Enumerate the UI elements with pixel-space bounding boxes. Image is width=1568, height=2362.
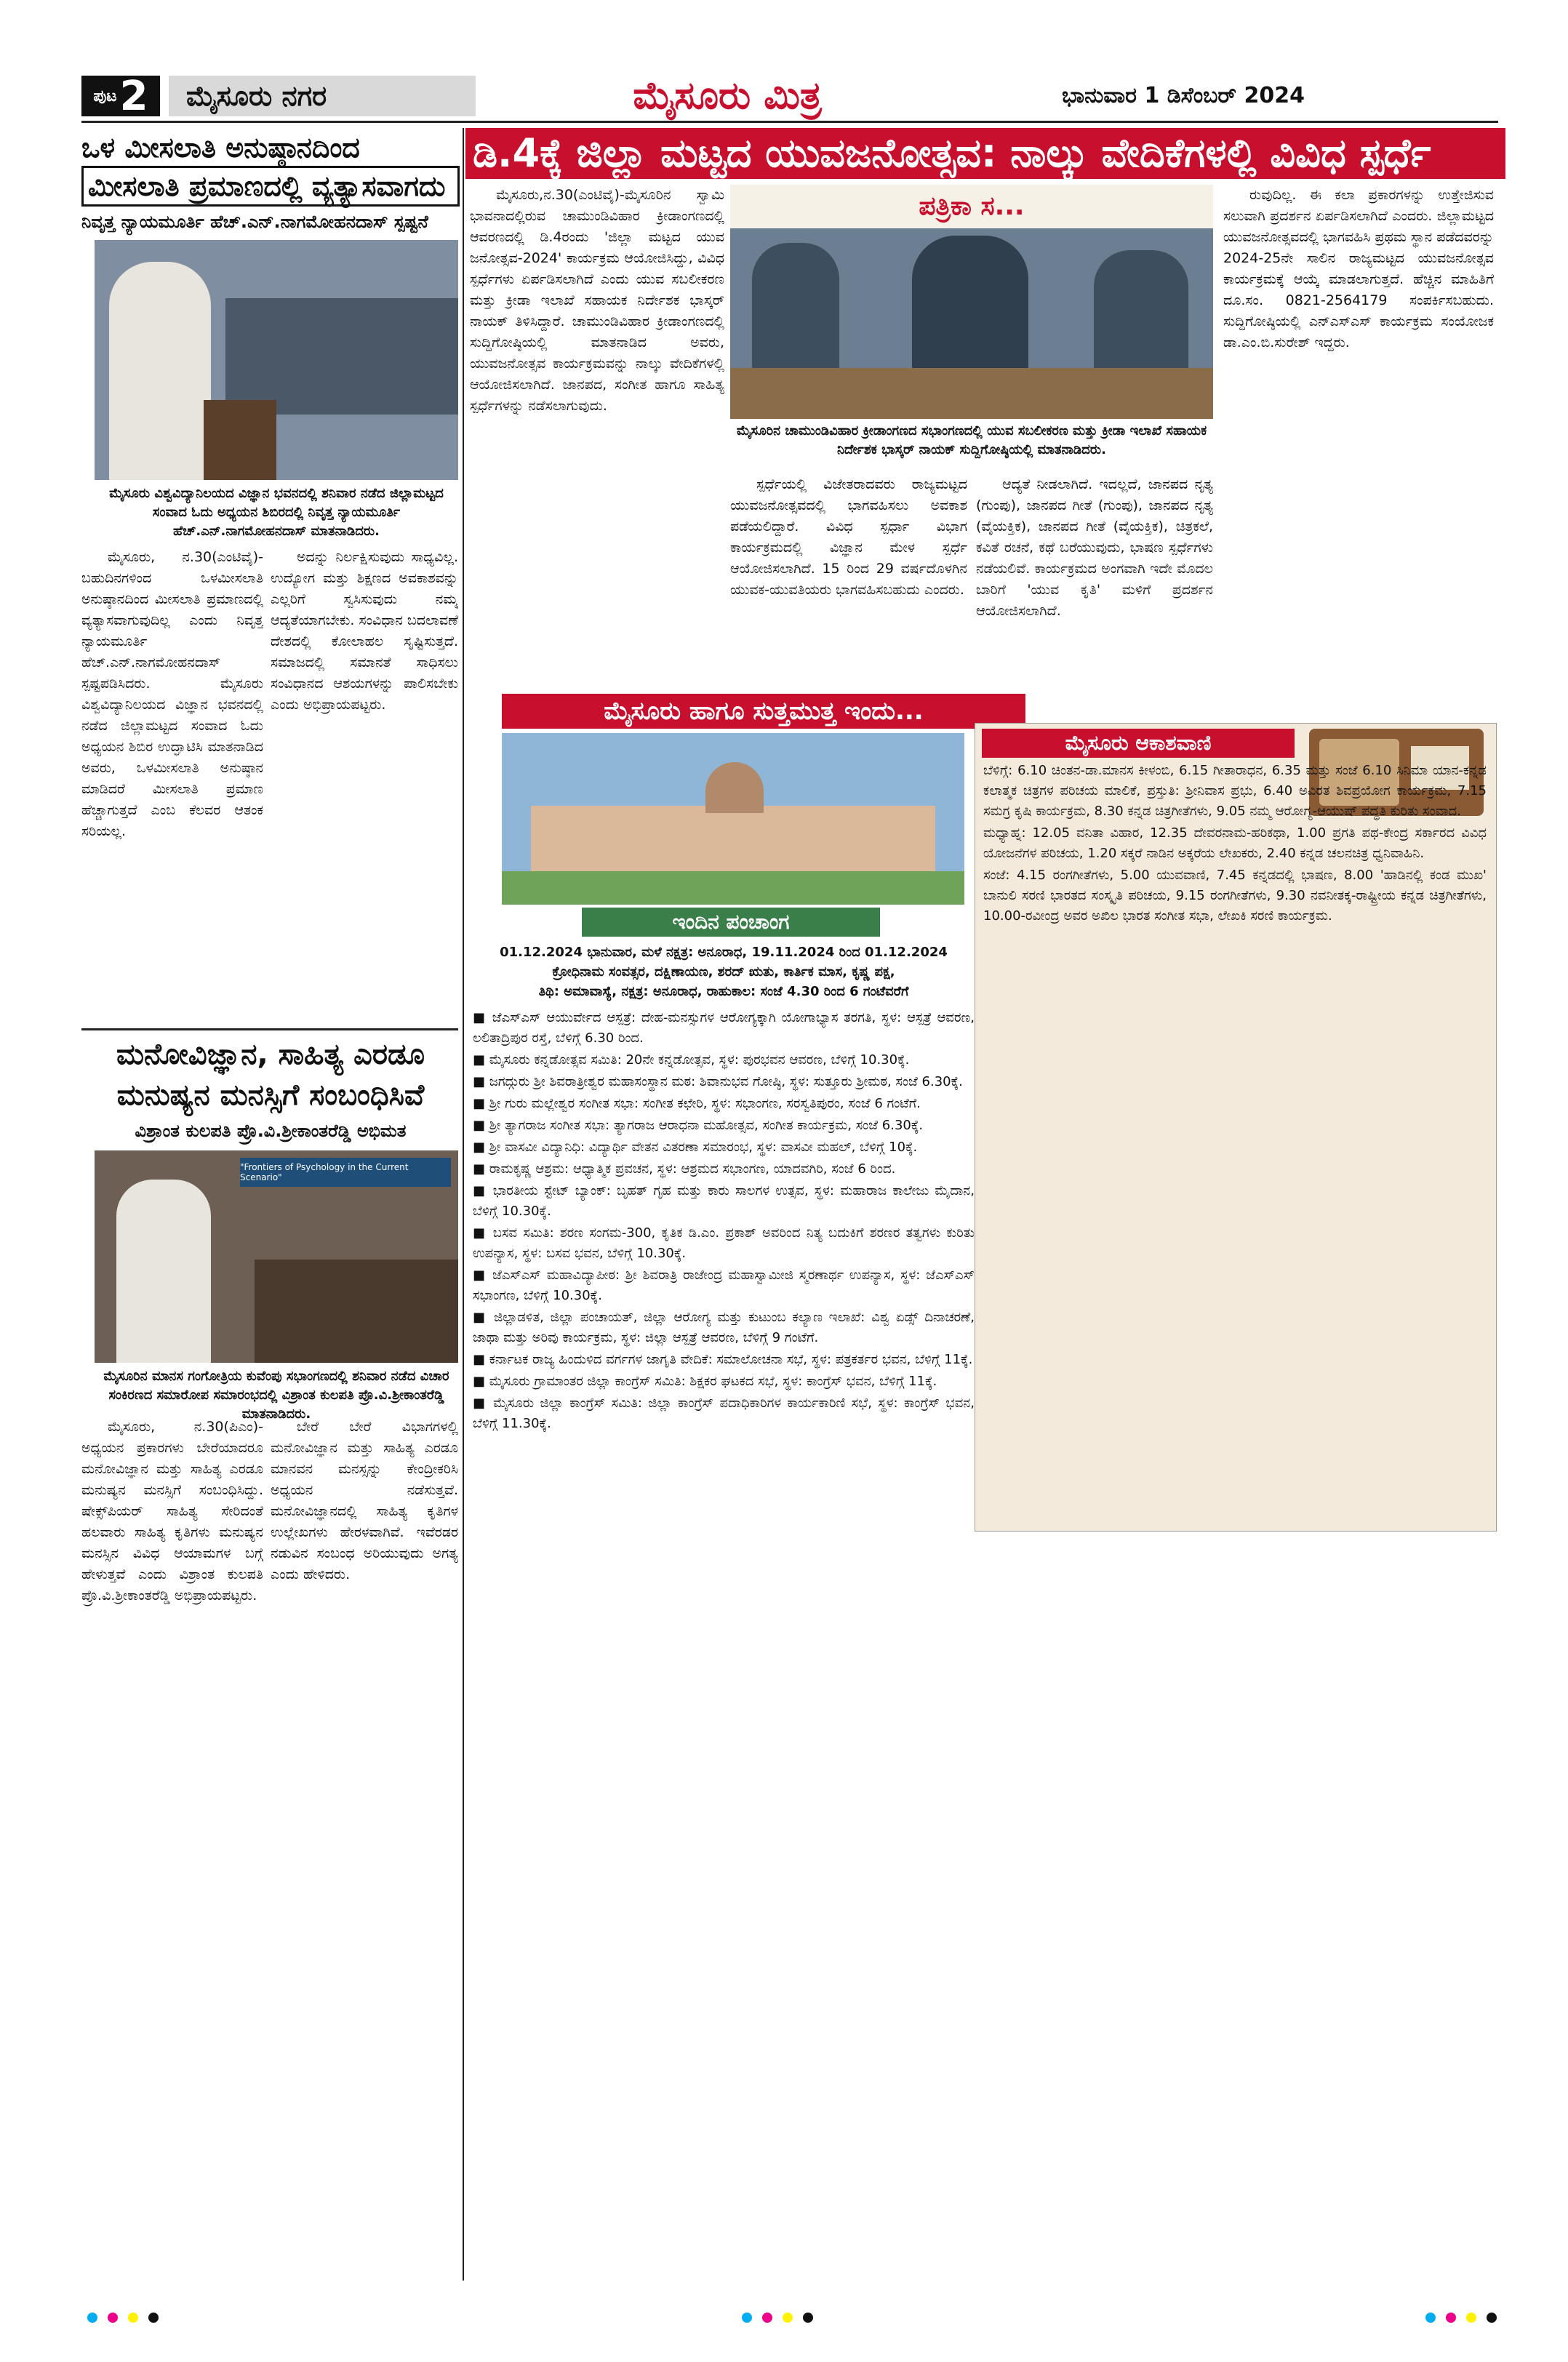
events-list [473, 1008, 975, 2281]
palace-photo [502, 733, 964, 905]
panchanga-title: ಇಂದಿನ ಪಂಚಾಂಗ [582, 908, 880, 937]
story1-headline: ಒಳ ಮೀಸಲಾತಿ ಅನುಷ್ಠಾನದಿಂದ ಮೀಸಲಾತಿ ಪ್ರಮಾಣದಲ್ಲಿ ವ್ಯತ್ಯಾಸವಾಗದು [81, 129, 460, 207]
palace-dome [705, 762, 764, 813]
story1-photo-caption: ಮೈಸೂರು ವಿಶ್ವವಿದ್ಯಾನಿಲಯದ ವಿಜ್ಞಾನ ಭವನದಲ್ಲಿ ಶನಿವಾರ ನಡೆದ ಜಿಲ್ಲಾಮಟ್ಟದ ಸಂವಾದ ಓದು ಅಧ್ಯಯನ ಶಿಬಿರದಲ್ಲಿ ನಿವೃತ್ತ ನ್ಯಾಯಮೂರ್ತಿ ಹೆಚ್.ಎನ್.ನಾಗಮೋಹನದಾಸ್ ಮಾತನಾಡಿದರು. [109, 486, 444, 539]
podium [204, 400, 276, 480]
lead-column-1: ಮೈಸೂರು,ನ.30(ಎಂಟಿವೈ)-ಮೈಸೂರಿನ ಸ್ವಾಮಿ ಭಾವನಾದಲ್ಲಿರುವ ಚಾಮುಂಡಿವಿಹಾರ ಕ್ರೀಡಾಂಗಣದಲ್ಲಿ ಆವರಣದಲ್ಲಿ ಡಿ.4ರಂದು 'ಜಿಲ್ಲಾ ಮಟ್ಟದ ಯುವ ಜನೋತ್ಸವ-2024' ಕಾರ್ಯಕ್ರಮ ಆಯೋಜಿಸಿದ್ದು, ವಿವಿಧ ಸ್ಪರ್ಧೆಗಳು ಏರ್ಪಡಿಸಲಾಗಿದೆ ಎಂದು ಯುವ ಸಬಲೀಕರಣ ಮತ್ತು ಕ್ರೀಡಾ ಇಲಾಖೆ ಸಹಾಯಕ ನಿರ್ದೇಶಕ ಭಾಸ್ಕರ್ ನಾಯಕ್ ತಿಳಿಸಿದ್ದಾರೆ. ಚಾಮುಂಡಿವಿಹಾರ ಕ್ರೀಡಾಂಗಣದಲ್ಲಿ ಸುದ್ದಿಗೋಷ್ಠಿಯಲ್ಲಿ ಮಾತನಾಡಿದ ಅವರು, ಯುವಜನೋತ್ಸವ ಕಾರ್ಯಕ್ರಮವನ್ನು ನಾಲ್ಕು ವೇದಿಕೆಗಳಲ್ಲಿ ಆಯೋಜಿಸಲಾಗಿದೆ. ಜಾನಪದ, ಸಂಗೀತ ಹಾಗೂ ಸಾಹಿತ್ಯ ಸ್ಪರ್ಧೆಗಳನ್ನು ನಡೆಸಲಾಗುವುದು. [470, 187, 724, 414]
panchanga-details: 01.12.2024 ಭಾನುವಾರ, ಮಳೆ ನಕ್ಷತ್ರ: ಅನೂರಾಧ, 19.11.2024 ರಿಂದ 01.12.2024 ಕ್ರೋಧಿನಾಮ ಸಂವತ್ಸರ, ದಕ್ಷಿಣಾಯಣ, ಶರದ್ ಋತು, ಕಾರ್ತಿಕ ಮಾಸ, ಕೃಷ್ಣ ಪಕ್ಷ, ತಿಥಿ: ಅಮಾವಾಸ್ಯೆ, ನಕ್ಷತ್ರ: ಅನೂರಾಧ, ರಾಹುಕಾಲ: ಸಂಜೆ 4.30 ರಿಂದ 6 ಗಂಟೆವರೆಗೆ [500, 945, 948, 999]
table [730, 368, 1213, 419]
event-item: ■ ಜಗದ್ಗುರು ಶ್ರೀ ಶಿವರಾತ್ರೀಶ್ವರ ಮಹಾಸಂಸ್ಥಾನ ಮಠ: ಶಿವಾನುಭವ ಗೋಷ್ಠಿ, ಸ್ಥಳ: ಸುತ್ತೂರು ಶ್ರೀಮಠ, ಸಂಜೆ 6.30ಕ್ಕೆ. [473, 1074, 963, 1089]
story1-subhead: ನಿವೃತ್ತ ನ್ಯಾಯಮೂರ್ತಿ ಹೆಚ್.ಎನ್.ನಾಗಮೋಹನದಾಸ್ ಸ್ಪಷ್ಟನೆ [81, 212, 428, 232]
story-divider [81, 1028, 458, 1030]
story2-subhead: ವಿಶ್ರಾಂತ ಕುಲಪತಿ ಪ್ರೊ.ವಿ.ಶ್ರೀಕಾಂತರೆಡ್ಡಿ ಅಭಿಮತ [135, 1121, 407, 1141]
lead-photo-banner: ಪತ್ರಿಕಾ ಸ... [730, 185, 1213, 228]
event-item: ■ ಜೆಎಸ್‌ಎಸ್ ಮಹಾವಿದ್ಯಾಪೀಠ: ಶ್ರೀ ಶಿವರಾತ್ರಿ ರಾಜೇಂದ್ರ ಮಹಾಸ್ವಾಮೀಜಿ ಸ್ಮರಣಾರ್ಥ ಉಪನ್ಯಾಸ, ಸ್ಥಳ: ಜೆಎಸ್‌ಎಸ್ ಸಭಾಂಗಣ, ಬೆಳಿಗ್ಗೆ 10.30ಕ್ಕೆ. [473, 1268, 975, 1303]
radio-box-title: ಮೈಸೂರು ಆಕಾಶವಾಣಿ [982, 729, 1295, 758]
story1-column-2: ಅದನ್ನು ನಿರ್ಲಕ್ಷಿಸುವುದು ಸಾಧ್ಯವಿಲ್ಲ. ಉದ್ಯೋಗ ಮತ್ತು ಶಿಕ್ಷಣದ ಅವಕಾಶವನ್ನು ಎಲ್ಲರಿಗೆ ಸ್ವಸಿಸುವುದು ನಮ್ಮ ಆದ್ಯತೆಯಾಗಬೇಕು. ಸಂವಿಧಾನ ಬದಲಾವಣೆ ದೇಶದಲ್ಲಿ ಕೋಲಾಹಲ ಸೃಷ್ಟಿಸುತ್ತದೆ. ಸಮಾಜದಲ್ಲಿ ಸಮಾನತೆ ಸಾಧಿಸಲು ಸಂವಿಧಾನದ ಆಶಯಗಳನ್ನು ಪಾಲಿಸಬೇಕು ಎಂದು ಅಭಿಪ್ರಾಯಪಟ್ಟರು. [271, 549, 458, 713]
speaker-silhouette [109, 262, 211, 480]
event-item: ■ ಮೈಸೂರು ಗ್ರಾಮಾಂತರ ಜಿಲ್ಲಾ ಕಾಂಗ್ರೆಸ್ ಸಮಿತಿ: ಶಿಕ್ಷಕರ ಘಟಕದ ಸಭೆ, ಸ್ಥಳ: ಕಾಂಗ್ರೆಸ್ ಭವನ, ಬೆಳಿಗ್ಗೆ 11ಕ್ಕೆ. [473, 1374, 937, 1389]
lead-headline: ಡಿ.4ಕ್ಕೆ ಜಿಲ್ಲಾ ಮಟ್ಟದ ಯುವಜನೋತ್ಸವ: ನಾಲ್ಕು ವೇದಿಕೆಗಳಲ್ಲಿ ವಿವಿಧ ಸ್ಪರ್ಧೆ [465, 128, 1505, 179]
event-item: ■ ಶ್ರೀ ತ್ಯಾಗರಾಜ ಸಂಗೀತ ಸಭಾ: ತ್ಯಾಗರಾಜ ಆರಾಧನಾ ಮಹೋತ್ಸವ, ಸಂಗೀತ ಕಾರ್ಯಕ್ರಮ, ಸಂಜೆ 6.30ಕ್ಕೆ. [473, 1118, 924, 1133]
page-number: 2 [119, 72, 148, 120]
page-label: ಪುಟ [93, 87, 117, 105]
header-rule [81, 121, 1498, 123]
story2-photo [95, 1150, 458, 1363]
story2-photo-banner: "Frontiers of Psychology in the Current Scenario" [240, 1158, 451, 1187]
dais [255, 1260, 458, 1363]
story2-photo-caption: ಮೈಸೂರಿನ ಮಾನಸ ಗಂಗೋತ್ರಿಯ ಕುವೆಂಪು ಸಭಾಂಗಣದಲ್ಲಿ ಶನಿವಾರ ನಡೆದ ವಿಚಾರ ಸಂಕಿರಣದ ಸಮಾರೋಪ ಸಮಾರಂಭದಲ್ಲಿ ವಿಶ್ರಾಂತ ಕುಲಪತಿ ಪ್ರೊ.ವಿ.ಶ್ರೀಕಾಂತರೆಡ್ಡಿ ಮಾತನಾಡಿದರು. [103, 1369, 449, 1422]
event-item: ■ ಬಸವ ಸಮಿತಿ: ಶರಣ ಸಂಗಮ-300, ಕೃತಿಕ ಡಿ.ಎಂ. ಪ್ರಕಾಶ್ ಅವರಿಂದ ನಿತ್ಯ ಬದುಕಿಗೆ ಶರಣರ ತತ್ವಗಳು ಕುರಿತು ಉಪನ್ಯಾಸ, ಸ್ಥಳ: ಬಸವ ಭವನ, ಬೆಳಿಗ್ಗೆ 10.30ಕ್ಕೆ. [473, 1225, 975, 1261]
events-box-title: ಮೈಸೂರು ಹಾಗೂ ಸುತ್ತಮುತ್ತ ಇಂದು... [502, 694, 1025, 729]
color-registration-marks [87, 2313, 159, 2323]
color-registration-marks [1425, 2313, 1497, 2323]
lead-column-3: ಆದ್ಯತೆ ನೀಡಲಾಗಿದೆ. ಇದಲ್ಲದೆ, ಜಾನಪದ ನೃತ್ಯ (ಗುಂಪು), ಜಾನಪದ ಗೀತೆ (ಗುಂಪು), ಜಾನಪದ ನೃತ್ಯ (ವೈಯಕ್ತಿಕ), ಜಾನಪದ ಗೀತೆ (ವೈಯಕ್ತಿಕ), ಚಿತ್ರಕಲೆ, ಕವಿತೆ ರಚನೆ, ಕಥೆ ಬರೆಯುವುದು, ಭಾಷಣ ಸ್ಪರ್ಧೆಗಳು ನಡೆಯಲಿವೆ. ಕಾರ್ಯಕ್ರಮದ ಅಂಗವಾಗಿ ಇದೇ ಮೊದಲ ಬಾರಿಗೆ 'ಯುವ ಕೃತಿ' ಮಳಿಗೆ ಪ್ರದರ್ಶನ ಆಯೋಜಿಸಲಾಗಿದೆ. [976, 476, 1213, 619]
radio-schedule-item: ಬೆಳಿಗ್ಗೆ: 6.10 ಚಿಂತನ-ಡಾ.ಮಾನಸ ಕೀಳಂಬಿ, 6.15 ಗೀತಾರಾಧನ, 6.35 ಮತ್ತು ಸಂಜೆ 6.10 ಸಿನಿಮಾ ಯಾನ-ಕನ್ನಡ ಕಲಾತ್ಮಕ ಚಿತ್ರಗಳ ಪರಿಚಯ ಮಾಲಿಕೆ, ಪ್ರಸ್ತುತಿ: ಶ್ರೀನಿವಾಸ ಪ್ರಭು, 6.40 ಅವಿರತ ಶಿವಪ್ರಯೋಗ ಕಾರ್ಯಕ್ರಮ, 7.15 ಸಮಗ್ರ ಕೃಷಿ ಕಾರ್ಯಕ್ರಮ, 8.30 ಕನ್ನಡ ಚಿತ್ರಗೀತೆಗಳು, 9.05 ನಮ್ಮ ಆರೋಗ್ಯ-ಆಯುಷ್ ಪದ್ಧತಿ ಕುರಿತು ಸಂವಾದ. [983, 763, 1487, 819]
event-item: ■ ಭಾರತೀಯ ಸ್ಟೇಟ್ ಬ್ಯಾಂಕ್: ಬೃಹತ್ ಗೃಹ ಮತ್ತು ಕಾರು ಸಾಲಗಳ ಉತ್ಸವ, ಸ್ಥಳ: ಮಹಾರಾಜ ಕಾಲೇಜು ಮೈದಾನ, ಬೆಳಿಗ್ಗೆ 10.30ಕ್ಕೆ. [473, 1183, 975, 1219]
story1-column-1: ಮೈಸೂರು, ನ.30(ಎಂಟಿವೈ)- ಬಹುದಿನಗಳಿಂದ ಒಳಮೀಸಲಾತಿ ಅನುಷ್ಠಾನದಿಂದ ಮೀಸಲಾತಿ ಪ್ರಮಾಣದಲ್ಲಿ ವ್ಯತ್ಯಾಸವಾಗುವುದಿಲ್ಲ ಎಂದು ನಿವೃತ್ತ ನ್ಯಾಯಮೂರ್ತಿ ಹೆಚ್.ಎನ್.ನಾಗಮೋಹನದಾಸ್ ಸ್ಪಷ್ಟಪಡಿಸಿದರು. ಮೈಸೂರು ವಿಶ್ವವಿದ್ಯಾನಿಲಯದ ವಿಜ್ಞಾನ ಭವನದಲ್ಲಿ ನಡೆದ ಜಿಲ್ಲಾಮಟ್ಟದ ಸಂವಾದ ಓದು ಅಧ್ಯಯನ ಶಿಬಿರ ಉದ್ಘಾಟಿಸಿ ಮಾತನಾಡಿದ ಅವರು, ಒಳಮೀಸಲಾತಿ ಅನುಷ್ಠಾನ ಮಾಡಿದರೆ ಮೀಸಲಾತಿ ಪ್ರಮಾಣ ಹೆಚ್ಚಾಗುತ್ತದೆ ಎಂಬ ಕೆಲವರ ಆತಂಕ ಸರಿಯಲ್ಲ. [81, 549, 263, 839]
lead-photo-caption: ಮೈಸೂರಿನ ಚಾಮುಂಡಿವಿಹಾರ ಕ್ರೀಡಾಂಗಣದ ಸಭಾಂಗಣದಲ್ಲಿ ಯುವ ಸಬಲೀಕರಣ ಮತ್ತು ಕ್ರೀಡಾ ಇಲಾಖೆ ಸಹಾಯಕ ನಿರ್ದೇಶಕ ಭಾಸ್ಕರ್ ನಾಯಕ್ ಸುದ್ದಿಗೋಷ್ಠಿಯಲ್ಲಿ ಮಾತನಾಡಿದರು. [736, 423, 1207, 457]
color-registration-marks [742, 2313, 813, 2323]
lead-column-4: ರುವುದಿಲ್ಲ. ಈ ಕಲಾ ಪ್ರಕಾರಗಳನ್ನು ಉತ್ತೇಜಿಸುವ ಸಲುವಾಗಿ ಪ್ರದರ್ಶನ ಏರ್ಪಡಿಸಲಾಗಿದೆ ಎಂದರು. ಜಿಲ್ಲಾಮಟ್ಟದ ಯುವಜನೋತ್ಸವದಲ್ಲಿ ಭಾಗವಹಿಸಿ ಪ್ರಥಮ ಸ್ಥಾನ ಪಡೆದವರನ್ನು 2024-25ನೇ ಸಾಲಿನ ರಾಜ್ಯಮಟ್ಟದ ಯುವಜನೋತ್ಸವ ಕಾರ್ಯಕ್ರಮಕ್ಕೆ ಆಯ್ಕೆ ಮಾಡಲಾಗುತ್ತದೆ. ಹೆಚ್ಚಿನ ಮಾಹಿತಿಗೆ ದೂ.ಸಂ. 0821-2564179 ಸಂಪರ್ಕಿಸಬಹುದು. ಸುದ್ದಿಗೋಷ್ಠಿಯಲ್ಲಿ ಎನ್‌ಎಸ್‌ಎಸ್ ಕಾರ್ಯಕ್ರಮ ಸಂಯೋಜಕ ಡಾ.ಎಂ.ಬಿ.ಸುರೇಶ್ ಇದ್ದರು. [1223, 187, 1494, 351]
speaker-silhouette [116, 1180, 211, 1363]
lead-column-2: ಸ್ಪರ್ಧೆಯಲ್ಲಿ ವಿಜೇತರಾದವರು ರಾಜ್ಯಮಟ್ಟದ ಯುವಜನೋತ್ಸವದಲ್ಲಿ ಭಾಗವಹಿಸಲು ಅವಕಾಶ ಪಡೆಯಲಿದ್ದಾರೆ. ವಿವಿಧ ಸ್ಪರ್ಧಾ ವಿಭಾಗ ಕಾರ್ಯಕ್ರಮದಲ್ಲಿ ವಿಜ್ಞಾನ ಮೇಳ ಸ್ಪರ್ಧೆ ಆಯೋಜಿಸಲಾಗಿದೆ. 15 ರಿಂದ 29 ವರ್ಷದೊಳಗಿನ ಯುವಕ-ಯುವತಿಯರು ಭಾಗವಹಿಸಬಹುದು ಎಂದರು. [730, 476, 967, 598]
radio-schedule-item: ಸಂಜೆ: 4.15 ರಂಗಗೀತೆಗಳು, 5.00 ಯುವವಾಣಿ, 7.45 ಕನ್ನಡದಲ್ಲಿ ಭಾಷಣ, 8.00 'ಹಾಡಿನಲ್ಲಿ ಕಂಡ ಮುಖ' ಬಾನುಲಿ ಸರಣಿ ಭಾರತದ ಸಂಸ್ಕೃತಿ ಪರಿಚಯ, 9.15 ರಂಗಗೀತೆಗಳು, 9.30 ನವನೀತಕ್ಕ-ರಾಷ್ಟ್ರೀಯ ಕನ್ನಡ ಚಿತ್ರಗೀತೆಗಳು, 10.00-ರವೀಂದ್ರ ಅವರ ಅಖಿಲ ಭಾರತ ಸಂಗೀತ ಸಭಾ, ಲೇಖಕಿ ಸರಣಿ ಕಾರ್ಯಕ್ರಮ. [983, 868, 1487, 924]
story2-column-2: ಬೇರೆ ಬೇರೆ ವಿಭಾಗಗಳಲ್ಲಿ ಮನೋವಿಜ್ಞಾನ ಮತ್ತು ಸಾಹಿತ್ಯ ಎರಡೂ ಮಾನವನ ಮನಸ್ಸನ್ನು ಕೇಂದ್ರೀಕರಿಸಿ ಅಧ್ಯಯನ ನಡೆಸುತ್ತವೆ. ಮನೋವಿಜ್ಞಾನದಲ್ಲಿ ಸಾಹಿತ್ಯ ಕೃತಿಗಳ ಉಲ್ಲೇಖಗಳು ಹೇರಳವಾಗಿವೆ. ಇವೆರಡರ ನಡುವಿನ ಸಂಬಂಧ ಅರಿಯುವುದು ಅಗತ್ಯ ಎಂದು ಹೇಳಿದರು. [271, 1419, 458, 1582]
event-item: ■ ಮೈಸೂರು ಕನ್ನಡೋತ್ಸವ ಸಮಿತಿ: 20ನೇ ಕನ್ನಡೋತ್ಸವ, ಸ್ಥಳ: ಪುರಭವನ ಆವರಣ, ಬೆಳಿಗ್ಗೆ 10.30ಕ್ಕೆ. [473, 1052, 910, 1068]
event-item: ■ ಶ್ರೀ ವಾಸವೀ ವಿದ್ಯಾನಿಧಿ: ವಿದ್ಯಾರ್ಥಿ ವೇತನ ವಿತರಣಾ ಸಮಾರಂಭ, ಸ್ಥಳ: ವಾಸವೀ ಮಹಲ್, ಬೆಳಿಗ್ಗೆ 10ಕ್ಕೆ. [473, 1140, 918, 1155]
radio-schedule-item: ಮಧ್ಯಾಹ್ನ: 12.05 ವನಿತಾ ವಿಹಾರ, 12.35 ದೇವರನಾಮ-ಹರಿಕಥಾ, 1.00 ಪ್ರಗತಿ ಪಥ-ಕೇಂದ್ರ ಸರ್ಕಾರದ ವಿವಿಧ ಯೋಜನೆಗಳ ಪರಿಚಯ, 1.20 ಸಕ್ಕರೆ ನಾಡಿನ ಅಕ್ಕರೆಯ ಲೇಖಕರು, 2.40 ಕನ್ನಡ ಚಲನಚಿತ್ರ ಧ್ವನಿವಾಹಿನಿ. [983, 825, 1487, 861]
palace-building [531, 806, 935, 871]
radio-schedule [983, 761, 1487, 1524]
event-item: ■ ಮೈಸೂರು ಜಿಲ್ಲಾ ಕಾಂಗ್ರೆಸ್ ಸಮಿತಿ: ಜಿಲ್ಲಾ ಕಾಂಗ್ರೆಸ್ ಪದಾಧಿಕಾರಿಗಳ ಕಾರ್ಯಕಾರಿಣಿ ಸಭೆ, ಸ್ಥಳ: ಕಾಂಗ್ರೆಸ್ ಭವನ, ಬೆಳಿಗ್ಗೆ 11.30ಕ್ಕೆ. [473, 1396, 975, 1431]
dais [225, 298, 458, 415]
event-item: ■ ಶ್ರೀ ಗುರು ಮಲ್ಲೇಶ್ವರ ಸಂಗೀತ ಸಭಾ: ಸಂಗೀತ ಕಛೇರಿ, ಸ್ಥಳ: ಸಭಾಂಗಣ, ಸರಸ್ವತಿಪುರಂ, ಸಂಜೆ 6 ಗಂಟೆಗೆ. [473, 1096, 921, 1111]
masthead-logo: ಮೈಸೂರು ಮಿತ್ರ [633, 73, 822, 118]
story2-headline: ಮನೋವಿಜ್ಞಾನ, ಸಾಹಿತ್ಯ ಎರಡೂ ಮನುಷ್ಯನ ಮನಸ್ಸಿಗೆ ಸಂಬಂಧಿಸಿವೆ [116, 1038, 425, 1112]
section-title: ಮೈಸೂರು ನಗರ [169, 76, 476, 116]
page-number-badge [81, 72, 160, 120]
event-item: ■ ರಾಮಕೃಷ್ಣ ಆಶ್ರಮ: ಆಧ್ಯಾತ್ಮಿಕ ಪ್ರವಚನ, ಸ್ಥಳ: ಆಶ್ರಮದ ಸಭಾಂಗಣ, ಯಾದವಗಿರಿ, ಸಂಜೆ 6 ರಿಂದ. [473, 1161, 896, 1177]
dateline: ಭಾನುವಾರ 1 ಡಿಸೆಂಬರ್ 2024 [1062, 83, 1305, 108]
story2-column-1: ಮೈಸೂರು, ನ.30(ಪಿಎಂ)- ಅಧ್ಯಯನ ಪ್ರಕಾರಗಳು ಬೇರೆಯಾದರೂ ಮನೋವಿಜ್ಞಾನ ಮತ್ತು ಸಾಹಿತ್ಯ ಎರಡೂ ಮನುಷ್ಯನ ಮನಸ್ಸಿಗೆ ಸಂಬಂಧಿಸಿದ್ದು. ಷೇಕ್ಸ್‌ಪಿಯರ್ ಸಾಹಿತ್ಯ ಸೇರಿದಂತೆ ಹಲವಾರು ಸಾಹಿತ್ಯ ಕೃತಿಗಳು ಮನುಷ್ಯನ ಮನಸ್ಸಿನ ವಿವಿಧ ಆಯಾಮಗಳ ಬಗ್ಗೆ ಹೇಳುತ್ತವೆ ಎಂದು ವಿಶ್ರಾಂತ ಕುಲಪತಿ ಪ್ರೊ.ವಿ.ಶ್ರೀಕಾಂತರೆಡ್ಡಿ ಅಭಿಪ್ರಾಯಪಟ್ಟರು. [81, 1419, 263, 1604]
event-item: ■ ಜೆಎಸ್‌ಎಸ್ ಆಯುರ್ವೇದ ಆಸ್ಪತ್ರೆ: ದೇಹ-ಮನಸ್ಸುಗಳ ಆರೋಗ್ಯಕ್ಕಾಗಿ ಯೋಗಾಭ್ಯಾಸ ತರಗತಿ, ಸ್ಥಳ: ಆಸ್ಪತ್ರೆ ಆವರಣ, ಲಲಿತಾದ್ರಿಪುರ ರಸ್ತೆ, ಬೆಳಿಗ್ಗೆ 6.30 ರಿಂದ. [473, 1010, 975, 1046]
story1-photo [95, 240, 458, 480]
lead-photo [730, 185, 1213, 419]
event-item: ■ ಜಿಲ್ಲಾಡಳಿತ, ಜಿಲ್ಲಾ ಪಂಚಾಯತ್, ಜಿಲ್ಲಾ ಆರೋಗ್ಯ ಮತ್ತು ಕುಟುಂಬ ಕಲ್ಯಾಣ ಇಲಾಖೆ: ವಿಶ್ವ ಏಡ್ಸ್ ದಿನಾಚರಣೆ, ಜಾಥಾ ಮತ್ತು ಅರಿವು ಕಾರ್ಯಕ್ರಮ, ಸ್ಥಳ: ಜಿಲ್ಲಾ ಆಸ್ಪತ್ರೆ ಆವರಣ, ಬೆಳಿಗ್ಗೆ 9 ಗಂಟೆಗೆ. [473, 1310, 975, 1345]
lawn [502, 871, 964, 905]
event-item: ■ ಕರ್ನಾಟಕ ರಾಜ್ಯ ಹಿಂದುಳಿದ ವರ್ಗಗಳ ಜಾಗೃತಿ ವೇದಿಕೆ: ಸಮಾಲೋಚನಾ ಸಭೆ, ಸ್ಥಳ: ಪತ್ರಕರ್ತರ ಭವನ, ಬೆಳಿಗ್ಗೆ 11ಕ್ಕೆ. [473, 1352, 973, 1367]
column-divider [463, 128, 464, 2281]
